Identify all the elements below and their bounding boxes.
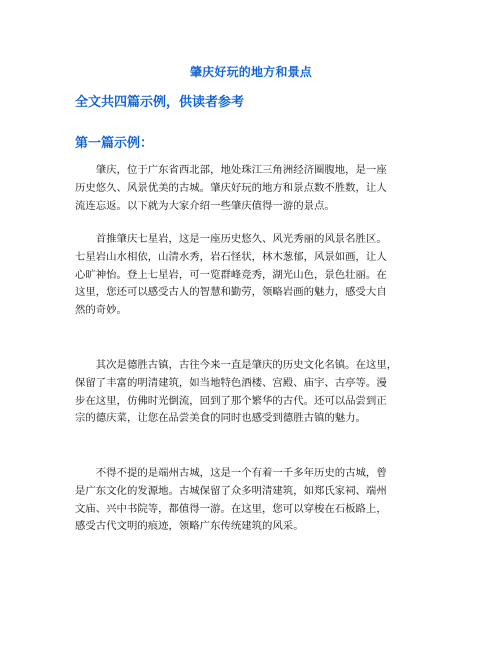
paragraph-line: 不得不提的是端州古城，这是一个有着一千多年历史的古城，曾 (75, 467, 387, 479)
paragraph-4 (75, 465, 437, 536)
paragraph-line: 历史悠久、风景优美的古城。肇庆好玩的地方和景点数不胜数，让人 (75, 181, 387, 194)
paragraph-line: 文庙、兴中书院等，都值得一游。在这里，您可以穿梭在石板路上， (75, 502, 387, 515)
section-heading: 第一篇示例： (75, 136, 154, 151)
paragraph-line: 宗的德庆菜，让您在品尝美食的同时也感受到德胜古镇的魅力。 (75, 412, 366, 425)
paragraph-line: 步在这里，仿佛时光倒流，回到了那个繁华的古代。还可以品尝到正 (75, 394, 387, 407)
paragraph-line: 然的奇妙。 (75, 304, 127, 317)
paragraph-line: 首推肇庆七星岩，这是一座历史悠久、风光秀丽的风景名胜区。 (75, 233, 387, 245)
paragraph-line: 心旷神怡。登上七星岩，可一览群峰竞秀，湖光山色，景色壮丽。在 (75, 268, 387, 281)
paragraph-line: 保留了丰富的明清建筑，如当地特色酒楼、宫殿、庙宇、古亭等。漫 (75, 376, 387, 389)
document-title: 肇庆好玩的地方和景点 (189, 65, 312, 79)
paragraph-3 (75, 357, 437, 428)
paragraph-line: 这里，您还可以感受古人的智慧和勤劳，领略岩画的魅力，感受大自 (75, 286, 387, 299)
intro-heading: 全文共四篇示例，供读者参考 (75, 95, 245, 110)
paragraph-line: 其次是德胜古镇，古往今来一直是肇庆的历史文化名镇。在这里， (75, 359, 398, 371)
paragraph-line: 流连忘返。以下就为大家介绍一些肇庆值得一游的景点。 (75, 199, 335, 212)
paragraph-1 (75, 162, 437, 215)
paragraph-line: 是广东文化的发源地。古城保留了众多明清建筑，如郑氏家祠、端州 (75, 484, 387, 497)
paragraph-line: 肇庆，位于广东省西北部，地处珠江三角洲经济圈腹地，是一座 (75, 164, 387, 176)
paragraph-2 (75, 231, 437, 320)
paragraph-line: 七星岩山水相依，山清水秀，岩石怪状，林木葱郁，风景如画，让人 (75, 250, 387, 263)
paragraph-line: 感受古代文明的痕迹，领略广东传统建筑的风采。 (75, 520, 304, 533)
